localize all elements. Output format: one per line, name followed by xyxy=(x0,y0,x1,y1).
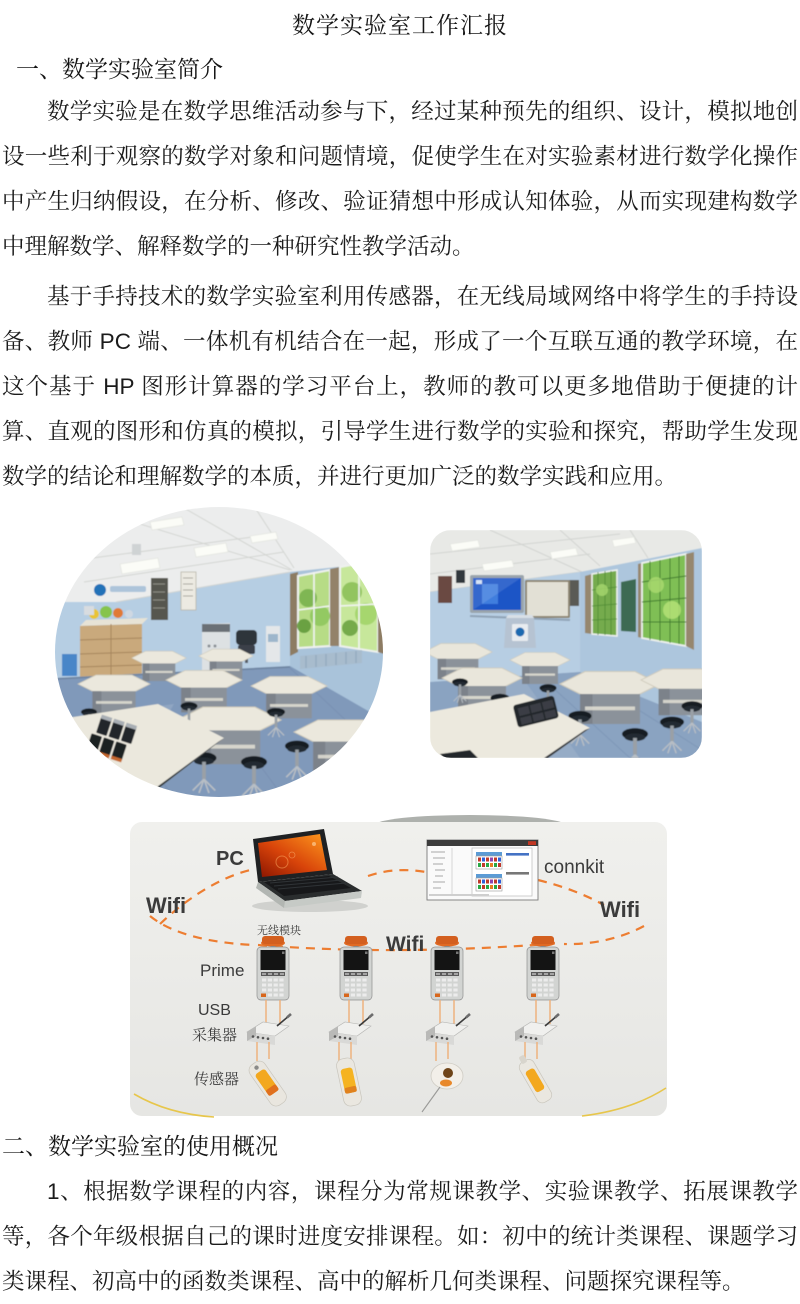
section-1-heading: 一、数学实验室简介 xyxy=(16,56,223,82)
paragraph-handheld-technology: 基于手持技术的数学实验室利用传感器，在无线局域网络中将学生的手持设备、教师 PC 端、一体机有机结合在一起，形成了一个互联互通的教学环境，在这个基于 HP 图形计算器的学习平台上，教师的教可以更多地借助于便捷的计算、直观的图形和仿真的模拟，引导学生进行数学的实验和探究，帮助学生发现数学的结论和理解数学的本质，并进行更加广泛的数学实践和应用。 xyxy=(2,284,798,489)
prime-label: Prime xyxy=(200,961,245,980)
section-2-heading: 二、数学实验室的使用概况 xyxy=(2,1133,278,1159)
classroom-scene-right xyxy=(430,530,702,758)
teacher-podium xyxy=(504,615,536,648)
classroom-scene-left xyxy=(54,506,384,798)
paragraph-math-experiment-intro: 数学实验是在数学思维活动参与下，经过某种预先的组织、设计，模拟地创设一些利于观察的数学对象和问题情境，促使学生在对实验素材进行数学化操作中产生归纳假设，在分析、修改、验证猜想中形成认知体验，从而实现建构数学中理解数学、解释数学的一种研究性教学活动。 xyxy=(2,99,798,259)
classroom-photo-oval xyxy=(54,506,384,798)
classroom-photos-row xyxy=(0,506,800,806)
connkit-window xyxy=(427,840,538,900)
sensor-label: 传感器 xyxy=(194,1071,240,1088)
network-diagram-svg xyxy=(130,812,667,1118)
data-grid-1 xyxy=(476,852,502,869)
wifi-right-label: Wifi xyxy=(600,897,641,922)
paragraph-course-usage: 1、根据数学课程的内容，课程分为常规课教学、实验课教学、拓展课教学等，各个年级根据自己的课时进度安排课程。如：初中的统计类课程、课题学习类课程、初高中的函数类课程、高中的解析几何类课程、问题探究课程等。 xyxy=(2,1179,798,1294)
pc-label: PC xyxy=(216,848,244,870)
window-close-icon xyxy=(528,841,536,845)
data-grid-2 xyxy=(476,874,502,891)
classroom-photo-smartboard xyxy=(430,530,702,758)
wifi-center-label: Wifi xyxy=(386,933,425,956)
collector-label: 采集器 xyxy=(192,1027,238,1044)
whiteboard xyxy=(525,580,570,618)
network-diagram xyxy=(130,812,667,1118)
connkit-label: connkit xyxy=(544,857,605,878)
wireless-module-label: 无线模块 xyxy=(257,925,301,937)
usb-label: USB xyxy=(198,1002,231,1019)
page-title: 数学实验室工作汇报 xyxy=(292,12,508,38)
hp-wall-logo xyxy=(94,584,106,596)
wifi-left-label: Wifi xyxy=(146,893,187,918)
tv-screen xyxy=(470,575,524,613)
